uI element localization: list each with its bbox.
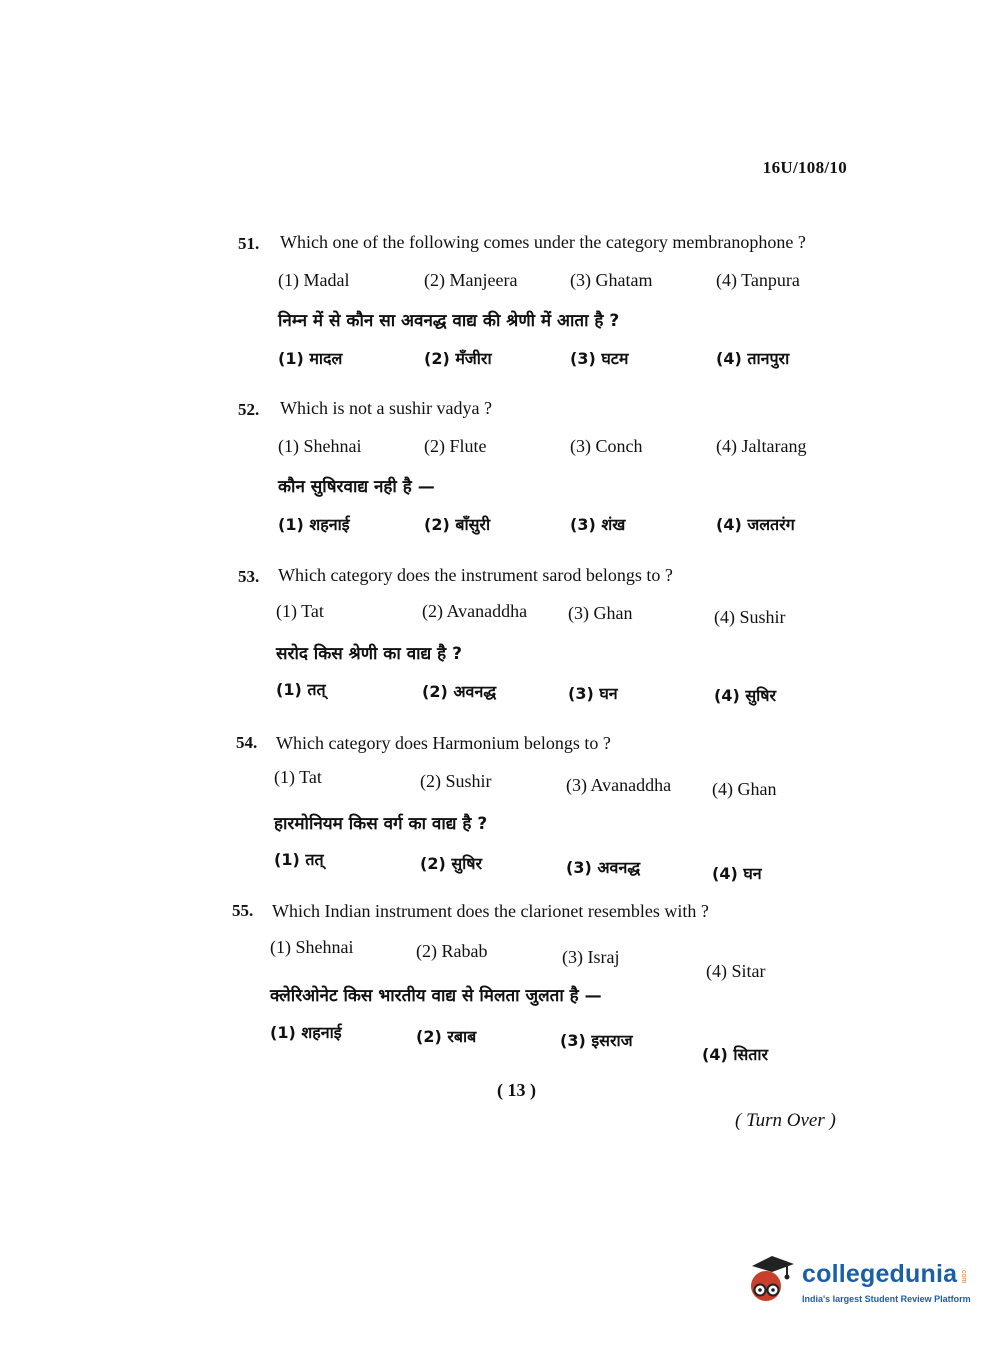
option-en: (4) Sitar: [706, 961, 766, 981]
option-hi: (2) सुषिर: [420, 854, 483, 873]
option-hi: (2) मँजीरा: [424, 349, 492, 368]
question-number: 52.: [238, 400, 260, 419]
option-en: (3) Avanaddha: [566, 775, 672, 795]
question-text-hi: सरोद किस श्रेणी का वाद्य है ?: [276, 644, 462, 664]
option-hi: (1) शहनाई: [278, 515, 350, 534]
option-en: (2) Avanaddha: [422, 601, 528, 621]
option-en: (2) Flute: [424, 436, 487, 456]
option-en: (3) Israj: [562, 947, 620, 967]
question-text-hi: कौन सुषिरवाद्य नही है —: [278, 477, 435, 497]
option-hi: (4) जलतरंग: [716, 515, 795, 534]
option-en: (1) Shehnai: [278, 436, 362, 456]
question-text-en: Which Indian instrument does the clarionet resembles with ?: [272, 901, 709, 921]
option-hi: (2) रबाब: [416, 1027, 477, 1046]
option-hi: (3) शंख: [570, 515, 626, 534]
question-text-en: Which category does Harmonium belongs to ?: [276, 733, 611, 753]
option-hi: (2) अवनद्ध: [422, 682, 497, 701]
option-hi: (4) सुषिर: [714, 686, 777, 705]
paper-code: 16U/108/10: [762, 158, 847, 177]
option-en: (3) Ghan: [568, 603, 633, 623]
option-en: (4) Tanpura: [716, 270, 800, 290]
question-53: [0, 563, 1001, 713]
question-text-en: Which one of the following comes under the category membranophone ?: [280, 232, 806, 252]
option-en: (2) Rabab: [416, 941, 488, 961]
collegedunia-watermark: [742, 1252, 972, 1312]
mascot-logo-icon: [742, 1252, 800, 1310]
option-en: (2) Sushir: [420, 771, 492, 791]
option-hi: (3) घन: [568, 684, 618, 703]
option-en: (4) Jaltarang: [716, 436, 807, 456]
option-en: (4) Ghan: [712, 779, 777, 799]
question-54: [0, 731, 1001, 881]
question-51: [0, 230, 1001, 380]
option-hi: (1) मादल: [278, 349, 343, 368]
option-hi: (4) सितार: [702, 1045, 769, 1064]
turn-over-note: ( Turn Over ): [735, 1110, 836, 1131]
question-text-en: Which category does the instrument sarod belongs to ?: [278, 565, 673, 585]
option-hi: (3) इसराज: [560, 1031, 633, 1050]
brand-domain: .com: [960, 1268, 967, 1284]
option-hi: (3) घटम: [570, 349, 629, 368]
option-hi: (2) बाँसुरी: [424, 515, 491, 534]
option-en: (3) Ghatam: [570, 270, 653, 290]
option-en: (2) Manjeera: [424, 270, 518, 290]
question-text-hi: निम्न में से कौन सा अवनद्ध वाद्य की श्रेणी में आता है ?: [278, 311, 620, 331]
question-number: 51.: [238, 234, 260, 253]
question-52: [0, 396, 1001, 546]
question-number: 54.: [236, 733, 258, 752]
question-number: 55.: [232, 901, 254, 920]
question-text-hi: क्लेरिओनेट किस भारतीय वाद्य से मिलता जुलता है —: [270, 986, 602, 1006]
brand-tagline: India's largest Student Review Platform: [802, 1294, 971, 1304]
option-hi: (3) अवनद्ध: [566, 858, 641, 877]
option-hi: (4) घन: [712, 864, 762, 883]
option-en: (3) Conch: [570, 436, 643, 456]
question-number: 53.: [238, 567, 260, 586]
option-en: (1) Madal: [278, 270, 350, 290]
page-number: ( 13 ): [497, 1080, 536, 1100]
option-hi: (4) तानपुरा: [716, 349, 790, 368]
option-hi: (1) तत्: [276, 680, 326, 699]
option-en: (1) Tat: [274, 767, 322, 787]
option-en: (1) Tat: [276, 601, 324, 621]
question-55: [0, 899, 1001, 1064]
option-en: (4) Sushir: [714, 607, 786, 627]
option-en: (1) Shehnai: [270, 937, 354, 957]
option-hi: (1) तत्: [274, 850, 324, 869]
brand-name: collegedunia: [802, 1260, 958, 1288]
question-text-hi: हारमोनियम किस वर्ग का वाद्य है ?: [274, 814, 488, 834]
question-text-en: Which is not a sushir vadya ?: [280, 398, 492, 418]
option-hi: (1) शहनाई: [270, 1023, 342, 1042]
